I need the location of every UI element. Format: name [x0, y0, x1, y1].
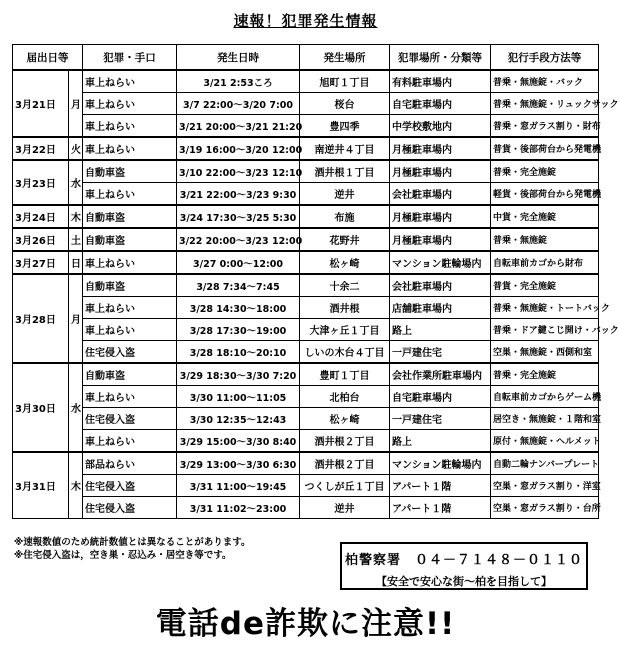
location-type: 有料駐車場内	[390, 70, 491, 93]
police-contact-line	[342, 549, 586, 568]
occurrence-datetime: 3/21 2:53ころ	[177, 70, 300, 93]
occurrence-datetime: 3/24 17:30～3/25 5:30	[177, 205, 300, 228]
occurrence-datetime: 3/22 20:00～3/23 12:00	[177, 228, 300, 251]
location-type: 月極駐車場内	[390, 137, 491, 160]
location-type: 会社作業所駐車場内	[390, 363, 491, 386]
occurrence-place: 酒井根２丁目	[300, 452, 390, 475]
crime-type: 車上ねらい	[83, 93, 177, 115]
location-type: 月極駐車場内	[390, 205, 491, 228]
report-date: 3月21日	[13, 70, 69, 137]
location-type: 路上	[390, 430, 491, 453]
occurrence-datetime: 3/29 18:30～3/30 7:20	[177, 363, 300, 386]
crime-method: 自転車前カゴから財布	[491, 251, 599, 274]
occurrence-datetime: 3/21 20:00～3/21 21:20	[177, 115, 300, 138]
crime-type: 住宅侵入盗	[83, 497, 177, 519]
crime-method: 普乗・無施錠	[491, 228, 599, 251]
crime-method: 普乗・窓ガラス割り・財布	[491, 115, 599, 138]
table-header-row	[13, 45, 599, 71]
crime-method: 軽貨・後部荷台から発電機	[491, 183, 599, 206]
location-type: 月極駐車場内	[390, 160, 491, 183]
table-row	[13, 160, 599, 183]
header-report-date: 届出日等	[13, 45, 83, 71]
crime-method: 普貨・完全施錠	[491, 274, 599, 297]
occurrence-datetime: 3/7 22:00～3/20 7:00	[177, 93, 300, 115]
occurrence-datetime: 3/30 11:00～11:05	[177, 386, 300, 408]
note-line: ※住宅侵入盗は，空き巣・忍込み・居空き等です。	[14, 550, 232, 561]
location-type: マンション駐輪場内	[390, 452, 491, 475]
occurrence-datetime: 3/21 22:00～3/23 9:30	[177, 183, 300, 206]
crime-type: 住宅侵入盗	[83, 341, 177, 364]
occurrence-datetime: 3/19 16:00～3/20 12:00	[177, 137, 300, 160]
crime-type: 自動車盗	[83, 205, 177, 228]
report-date: 3月22日	[13, 137, 69, 160]
crime-method: 空巣・窓ガラス割り・洋室	[491, 475, 599, 497]
report-date: 3月30日	[13, 363, 69, 452]
crime-type: 自動車盗	[83, 160, 177, 183]
table-row	[13, 274, 599, 297]
occurrence-place: 逆井	[300, 183, 390, 206]
crime-type: 車上ねらい	[83, 70, 177, 93]
day-of-week: 月	[69, 274, 83, 363]
report-date: 3月31日	[13, 452, 69, 519]
occurrence-datetime: 3/10 22:00～3/23 12:10	[177, 160, 300, 183]
occurrence-place: 大津ヶ丘１丁目	[300, 319, 390, 341]
crime-method: 原付・無施錠・ヘルメット	[491, 430, 599, 453]
occurrence-place: つくしが丘１丁目	[300, 475, 390, 497]
crime-method: 居空き・無施錠・１階和室	[491, 408, 599, 430]
location-type: 中学校敷地内	[390, 115, 491, 138]
occurrence-place: 酒井根１丁目	[300, 160, 390, 183]
location-type: 一戸建住宅	[390, 341, 491, 364]
crime-method: 空巣・無施錠・西側和室	[491, 341, 599, 364]
location-type: マンション駐輪場内	[390, 251, 491, 274]
header-location-type: 犯罪場所・分類等	[390, 45, 491, 71]
page-title: 速報！犯罪発生情報	[233, 12, 378, 30]
table-row	[13, 115, 599, 138]
occurrence-place: 逆井	[300, 497, 390, 519]
occurrence-datetime: 3/28 17:30～19:00	[177, 319, 300, 341]
occurrence-datetime: 3/30 12:35～12:43	[177, 408, 300, 430]
day-of-week: 水	[69, 160, 83, 205]
occurrence-place: 十余二	[300, 274, 390, 297]
table-row	[13, 70, 599, 93]
table-row	[13, 341, 599, 364]
occurrence-datetime: 3/31 11:02～23:00	[177, 497, 300, 519]
table-row	[13, 363, 599, 386]
location-type: 一戸建住宅	[390, 408, 491, 430]
header-method: 犯行手段方法等	[491, 45, 599, 71]
note-line: ※速報数値のため統計数値とは異なることがあります。	[14, 537, 251, 548]
occurrence-place: 花野井	[300, 228, 390, 251]
header-crime-type: 犯罪・手口	[83, 45, 177, 71]
crime-method: 普乗・完全施錠	[491, 160, 599, 183]
occurrence-datetime: 3/28 18:10～20:10	[177, 341, 300, 364]
notes	[14, 536, 250, 562]
table-row	[13, 430, 599, 453]
crime-type: 住宅侵入盗	[83, 408, 177, 430]
day-of-week: 水	[69, 363, 83, 452]
occurrence-place: 北柏台	[300, 386, 390, 408]
table-row	[13, 497, 599, 519]
crime-method: 普乗・無施錠・リュックサック	[491, 93, 599, 115]
crime-type: 車上ねらい	[83, 386, 177, 408]
occurrence-datetime: 3/31 11:00～19:45	[177, 475, 300, 497]
occurrence-place: 南逆井４丁目	[300, 137, 390, 160]
crime-type: 住宅侵入盗	[83, 475, 177, 497]
crime-type: 部品ねらい	[83, 452, 177, 475]
day-of-week: 土	[69, 228, 83, 251]
report-date: 3月24日	[13, 205, 69, 228]
table-row	[13, 386, 599, 408]
crime-method: 普貨・後部荷台から発電機	[491, 137, 599, 160]
crime-method: 普乗・無施錠・バック	[491, 70, 599, 93]
occurrence-datetime: 3/29 15:00～3/30 8:40	[177, 430, 300, 453]
crime-type: 車上ねらい	[83, 251, 177, 274]
occurrence-datetime: 3/28 7:34～7:45	[177, 274, 300, 297]
occurrence-place: 松ヶ崎	[300, 408, 390, 430]
crime-method: 中貨・完全施錠	[491, 205, 599, 228]
occurrence-datetime: 3/28 14:30～18:00	[177, 297, 300, 319]
day-of-week: 火	[69, 137, 83, 160]
crime-type: 車上ねらい	[83, 183, 177, 206]
table-row	[13, 205, 599, 228]
location-type: アパート１階	[390, 497, 491, 519]
crime-type: 車上ねらい	[83, 297, 177, 319]
report-date: 3月27日	[13, 251, 69, 274]
table-row	[13, 319, 599, 341]
occurrence-place: 豊町１丁目	[300, 363, 390, 386]
table-row	[13, 452, 599, 475]
occurrence-place: 旭町１丁目	[300, 70, 390, 93]
table-body	[13, 70, 619, 519]
crime-type: 車上ねらい	[83, 430, 177, 453]
crime-type: 車上ねらい	[83, 137, 177, 160]
report-date: 3月28日	[13, 274, 69, 363]
location-type: 月極駐車場内	[390, 228, 491, 251]
table-row	[13, 183, 599, 206]
day-of-week: 月	[69, 70, 83, 137]
day-of-week: 木	[69, 205, 83, 228]
day-of-week: 日	[69, 251, 83, 274]
location-type: 会社駐車場内	[390, 274, 491, 297]
occurrence-place: 布施	[300, 205, 390, 228]
crime-method: 普乗・ドア鍵こじ開け・バック	[491, 319, 599, 341]
crime-method: 普乗・無施錠・トートバック	[491, 297, 599, 319]
crime-type: 自動車盗	[83, 363, 177, 386]
location-type: 店舗駐車場内	[390, 297, 491, 319]
header-place: 発生場所	[300, 45, 390, 71]
table-row	[13, 297, 599, 319]
crime-type: 自動車盗	[83, 228, 177, 251]
table-row	[13, 93, 599, 115]
table-row	[13, 408, 599, 430]
header-datetime: 発生日時	[177, 45, 300, 71]
crime-method: 自動二輪ナンバープレート	[491, 452, 599, 475]
occurrence-place: 松ヶ崎	[300, 251, 390, 274]
crime-method: 普乗・完全施錠	[491, 363, 599, 386]
police-slogan: 【安全で安心な街～柏を目指して】	[376, 575, 552, 588]
occurrence-datetime: 3/27 0:00～12:00	[177, 251, 300, 274]
occurrence-place: 酒井根	[300, 297, 390, 319]
occurrence-place: しいの木台４丁目	[300, 341, 390, 364]
report-date: 3月26日	[13, 228, 69, 251]
location-type: 路上	[390, 319, 491, 341]
fraud-warning: 電話de詐欺に注意!!	[155, 606, 456, 642]
table-row	[13, 228, 599, 251]
table-row	[13, 251, 599, 274]
crime-type: 車上ねらい	[83, 115, 177, 138]
location-type: 自宅駐車場内	[390, 386, 491, 408]
occurrence-place: 酒井根２丁目	[300, 430, 390, 453]
table-row	[13, 137, 599, 160]
occurrence-place: 豊四季	[300, 115, 390, 138]
police-contact-box	[340, 542, 588, 590]
crime-method: 空巣・窓ガラス割り・台所	[491, 497, 599, 519]
report-date: 3月23日	[13, 160, 69, 205]
day-of-week: 木	[69, 452, 83, 519]
location-type: 自宅駐車場内	[390, 93, 491, 115]
occurrence-datetime: 3/29 13:00～3/30 6:30	[177, 452, 300, 475]
police-phone: ０４－７１４８－０１１０	[415, 553, 584, 568]
police-name: 柏警察署	[344, 553, 401, 568]
crime-table	[12, 44, 619, 519]
crime-type: 自動車盗	[83, 274, 177, 297]
location-type: 会社駐車場内	[390, 183, 491, 206]
table-row	[13, 475, 599, 497]
location-type: アパート１階	[390, 475, 491, 497]
crime-type: 車上ねらい	[83, 319, 177, 341]
occurrence-place: 桜台	[300, 93, 390, 115]
crime-method: 自転車前カゴからゲーム機	[491, 386, 599, 408]
